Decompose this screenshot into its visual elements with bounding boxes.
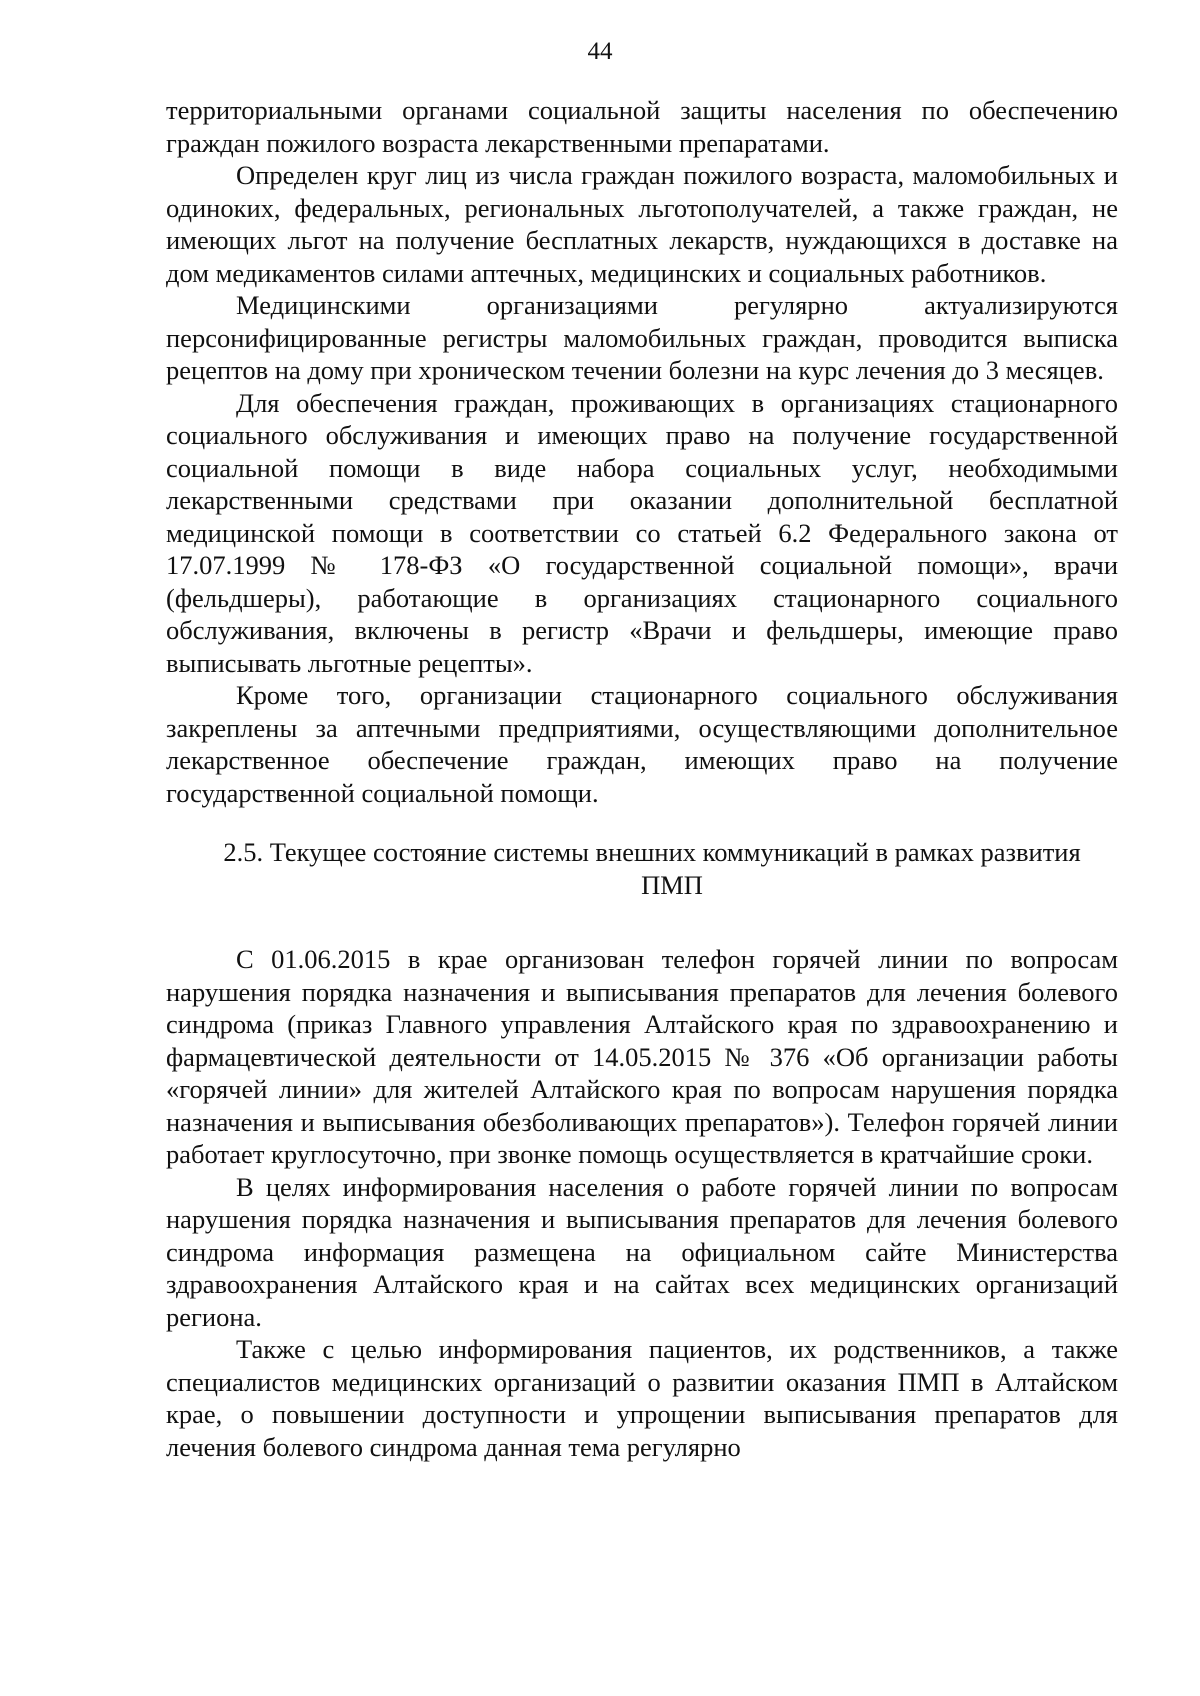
page-number: 44 xyxy=(587,38,613,65)
paragraph: Для обеспечения граждан, проживающих в организациях стационарного социального обслуживания и имеющих право на получение государственной социальной помощи в виде набора социальных услуг, необходимыми лекарственными средствами при оказании дополнительной бесплатной медицинской помощи в соответствии со статьей 6.2 Федерального закона от 17.07.1999 № 178-ФЗ «О государственной социальной помощи», врачи (фельдшеры), работающие в организациях стационарного социального обслуживания, включены в регистр «Врачи и фельдшеры, имеющие право выписывать льготные рецепты». xyxy=(166,387,1118,678)
paragraph: Медицинскими организациями регулярно актуализируются персонифицированные регистры маломобильных граждан, проводится выписка рецептов на дому при хроническом течении болезни на курс лечения до 3 месяцев. xyxy=(166,290,1118,385)
paragraph: С 01.06.2015 в крае организован телефон горячей линии по вопросам нарушения порядка назначения и выписывания препаратов для лечения болевого синдрома (приказ Главного управления Алтайского края по здравоохранению и фармацевтической деятельности от 14.05.2015 № 376 «Об организации работы «горячей линии» для жителей Алтайского края по вопросам нарушения порядка назначения и выписывания обезболивающих препаратов»). Телефон горячей линии работает круглосуточно, при звонке помощь осуществляется в кратчайшие сроки. xyxy=(166,944,1118,1169)
section-heading-line-2: ПМП xyxy=(641,870,703,900)
paragraph: В целях информирования населения о работе горячей линии по вопросам нарушения порядка назначения и выписывания препаратов для лечения болевого синдрома информация размещена на официальном сайте Министерства здравоохранения Алтайского края и на сайтах всех медицинских организаций региона. xyxy=(166,1171,1118,1332)
paragraph: Также с целью информирования пациентов, их родственников, а также специалистов медицинских организаций о развитии оказания ПМП в Алтайском крае, о повышении доступности и упрощении выписывания препаратов для лечения болевого синдрома данная тема регулярно xyxy=(166,1334,1118,1462)
section-heading-line-1: 2.5. Текущее состояние системы внешних коммуникаций в рамках развития xyxy=(223,837,1081,867)
document-body xyxy=(166,94,1118,1463)
paragraph: Определен круг лиц из числа граждан пожилого возраста, маломобильных и одиноких, федеральных, региональных льготополучателей, а также граждан, не имеющих льгот на получение бесплатных лекарств, нуждающихся в доставке на дом медикаментов силами аптечных, медицинских и социальных работников. xyxy=(166,160,1118,288)
paragraph: Кроме того, организации стационарного социального обслуживания закреплены за аптечными предприятиями, осуществляющими дополнительное лекарственное обеспечение граждан, имеющих право на получение государственной социальной помощи. xyxy=(166,680,1118,808)
paragraph-continuation: территориальными органами социальной защиты населения по обеспечению граждан пожилого возраста лекарственными препаратами. xyxy=(166,95,1118,158)
